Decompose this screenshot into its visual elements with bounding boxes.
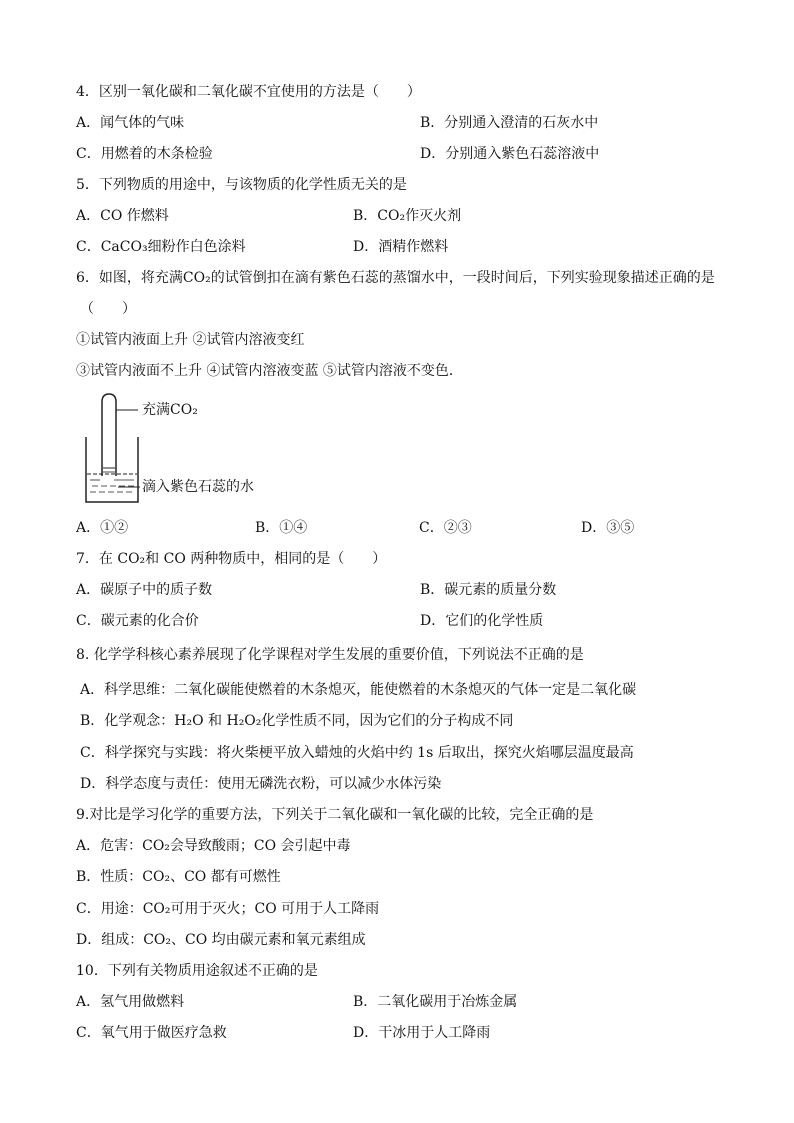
- question-6-stem: 6．如图，将充满CO₂的试管倒扣在滴有紫色石蕊的蒸馏水中，一段时间后，下列实验现象描述正确的是: [76, 270, 715, 286]
- q7-option-c: C．碳元素的化合价: [76, 613, 199, 629]
- q4-option-c: C．用燃着的木条检验: [76, 146, 213, 162]
- figure-label-co2: 充满CO₂: [142, 402, 198, 418]
- q4-option-d: D．分别通入紫色石蕊溶液中: [420, 146, 600, 162]
- figure-label-water: 滴入紫色石蕊的水: [142, 479, 254, 495]
- q5-option-a: A．CO 作燃料: [76, 208, 169, 224]
- q9-option-a: A．危害：CO₂会导致酸雨；CO 会引起中毒: [76, 838, 351, 854]
- q8-option-d: D．科学态度与责任：使用无磷洗衣粉，可以减少水体污染: [80, 776, 442, 792]
- q6-option-d: D．③⑤: [581, 520, 635, 536]
- q9-option-d: D．组成：CO₂、CO 均由碳元素和氧元素组成: [76, 932, 366, 948]
- q5-option-d: D．酒精作燃料: [353, 239, 449, 255]
- q6-option-b: B．①④: [255, 520, 308, 536]
- q4-option-b: B．分别通入澄清的石灰水中: [420, 115, 599, 131]
- q5-option-c: C．CaCO₃细粉作白色涂料: [76, 239, 246, 255]
- q10-option-c: C．氧气用于做医疗急救: [76, 1025, 227, 1041]
- test-tube-figure: [80, 392, 300, 512]
- question-5-stem: 5．下列物质的用途中，与该物质的化学性质无关的是: [76, 177, 407, 193]
- q9-option-c: C．用途：CO₂可用于灭火；CO 可用于人工降雨: [76, 901, 380, 917]
- q10-option-d: D．干冰用于人工降雨: [353, 1025, 491, 1041]
- q10-option-b: B．二氧化碳用于冶炼金属: [353, 994, 518, 1010]
- q8-option-c: C．科学探究与实践：将火柴梗平放入蜡烛的火焰中约 1s 后取出，探究火焰哪层温度最高: [80, 745, 634, 761]
- q10-option-a: A．氢气用做燃料: [76, 994, 185, 1010]
- question-6-answer-paren: （ ）: [80, 301, 136, 317]
- q7-option-b: B．碳元素的质量分数: [420, 582, 557, 598]
- q8-option-b: B．化学观念：H₂O 和 H₂O₂化学性质不同，因为它们的分子构成不同: [80, 713, 514, 729]
- question-10-stem: 10．下列有关物质用途叙述不正确的是: [76, 963, 318, 979]
- q5-option-b: B．CO₂作灭火剂: [353, 208, 462, 224]
- q8-option-a: A．科学思维：二氧化碳能使燃着的木条熄灭，能使燃着的木条熄灭的气体一定是二氧化碳: [80, 682, 637, 698]
- q7-option-a: A．碳原子中的质子数: [76, 582, 213, 598]
- q6-option-a: A．①②: [76, 520, 129, 536]
- q4-option-a: A．闻气体的气味: [76, 115, 185, 131]
- question-8-stem: 8. 化学学科核心素养展现了化学课程对学生发展的重要价值，下列说法不正确的是: [76, 647, 584, 663]
- q9-option-b: B．性质：CO₂、CO 都有可燃性: [76, 869, 281, 885]
- q6-option-c: C．②③: [419, 520, 472, 536]
- question-4-stem: 4．区别一氧化碳和二氧化碳不宜使用的方法是（ ）: [76, 84, 421, 100]
- question-7-stem: 7．在 CO₂和 CO 两种物质中，相同的是（ ）: [76, 551, 387, 567]
- question-6-items-2: ③试管内液面不上升 ④试管内溶液变蓝 ⑤试管内溶液不变色．: [76, 363, 463, 379]
- question-9-stem: 9.对比是学习化学的重要方法，下列关于二氧化碳和一氧化碳的比较，完全正确的是: [76, 807, 594, 823]
- q7-option-d: D．它们的化学性质: [420, 613, 544, 629]
- question-6-items-1: ①试管内液面上升 ②试管内溶液变红: [76, 332, 305, 348]
